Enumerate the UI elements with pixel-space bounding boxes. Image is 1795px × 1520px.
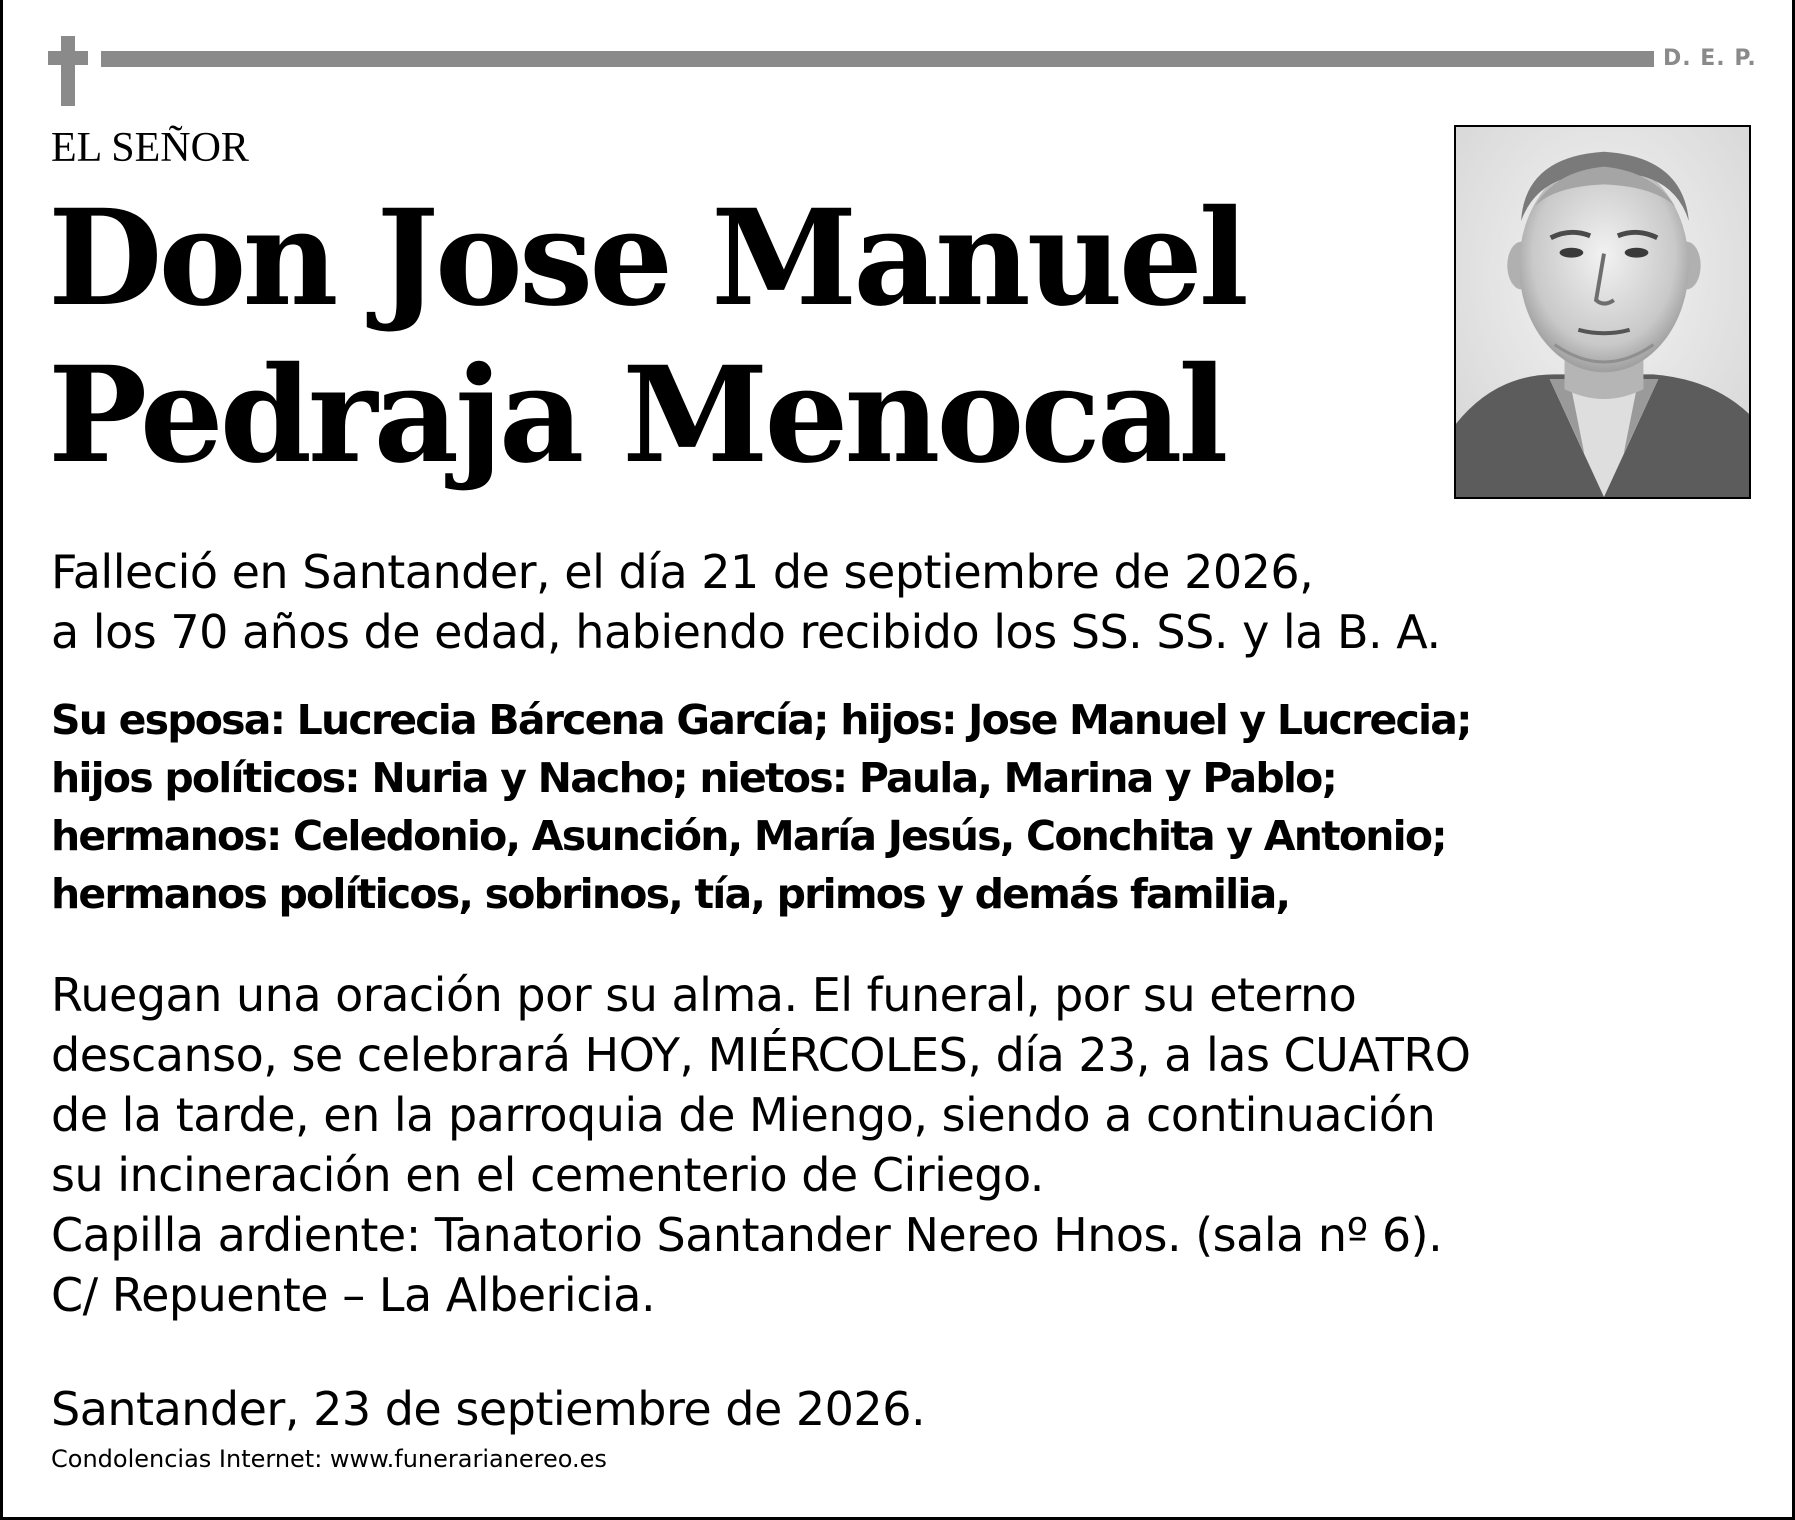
family-line4: hermanos políticos, sobrinos, tía, primos y demás familia, — [51, 870, 1290, 918]
funeral-line6: C/ Repuente – La Albericia. — [51, 1268, 656, 1322]
funeral-line2: descanso, se celebrará HOY, MIÉRCOLES, día 23, a las CUATRO — [51, 1028, 1471, 1082]
family-line1: Su esposa: Lucrecia Bárcena García; hijos: Jose Manuel y Lucrecia; — [51, 696, 1471, 744]
death-notice-line1: Falleció en Santander, el día 21 de septiembre de 2026, — [51, 545, 1314, 599]
family-list — [51, 691, 1751, 923]
dep-label: D. E. P. — [1663, 46, 1757, 71]
dateline: Santander, 23 de septiembre de 2026. — [51, 1382, 926, 1436]
family-line3: hermanos: Celedonio, Asunción, María Jesús, Conchita y Antonio; — [51, 812, 1446, 860]
funeral-line3: de la tarde, en la parroquia de Miengo, siendo a continuación — [51, 1088, 1436, 1142]
family-line2: hijos políticos: Nuria y Nacho; nietos: Paula, Marina y Pablo; — [51, 754, 1337, 802]
death-notice-line2: a los 70 años de edad, habiendo recibido los SS. SS. y la B. A. — [51, 605, 1441, 659]
title-prefix: EL SEÑOR — [51, 125, 249, 171]
funeral-line1: Ruegan una oración por su alma. El funeral, por su eterno — [51, 968, 1357, 1022]
funeral-line5: Capilla ardiente: Tanatorio Santander Nereo Hnos. (sala nº 6). — [51, 1208, 1443, 1262]
deceased-name-line2: Pedraja Menocal — [48, 338, 1225, 493]
funeral-details — [51, 965, 1751, 1325]
cross-icon — [48, 36, 88, 106]
portrait-photo — [1454, 125, 1751, 499]
top-rule — [101, 51, 1654, 67]
funeral-line4: su incineración en el cementerio de Ciriego. — [51, 1148, 1044, 1202]
deceased-name-line1: Don Jose Manuel — [48, 181, 1245, 336]
death-notice — [51, 542, 1751, 662]
deceased-name — [48, 180, 1448, 494]
condolences-link: Condolencias Internet: www.funerarianereo.es — [51, 1445, 607, 1473]
